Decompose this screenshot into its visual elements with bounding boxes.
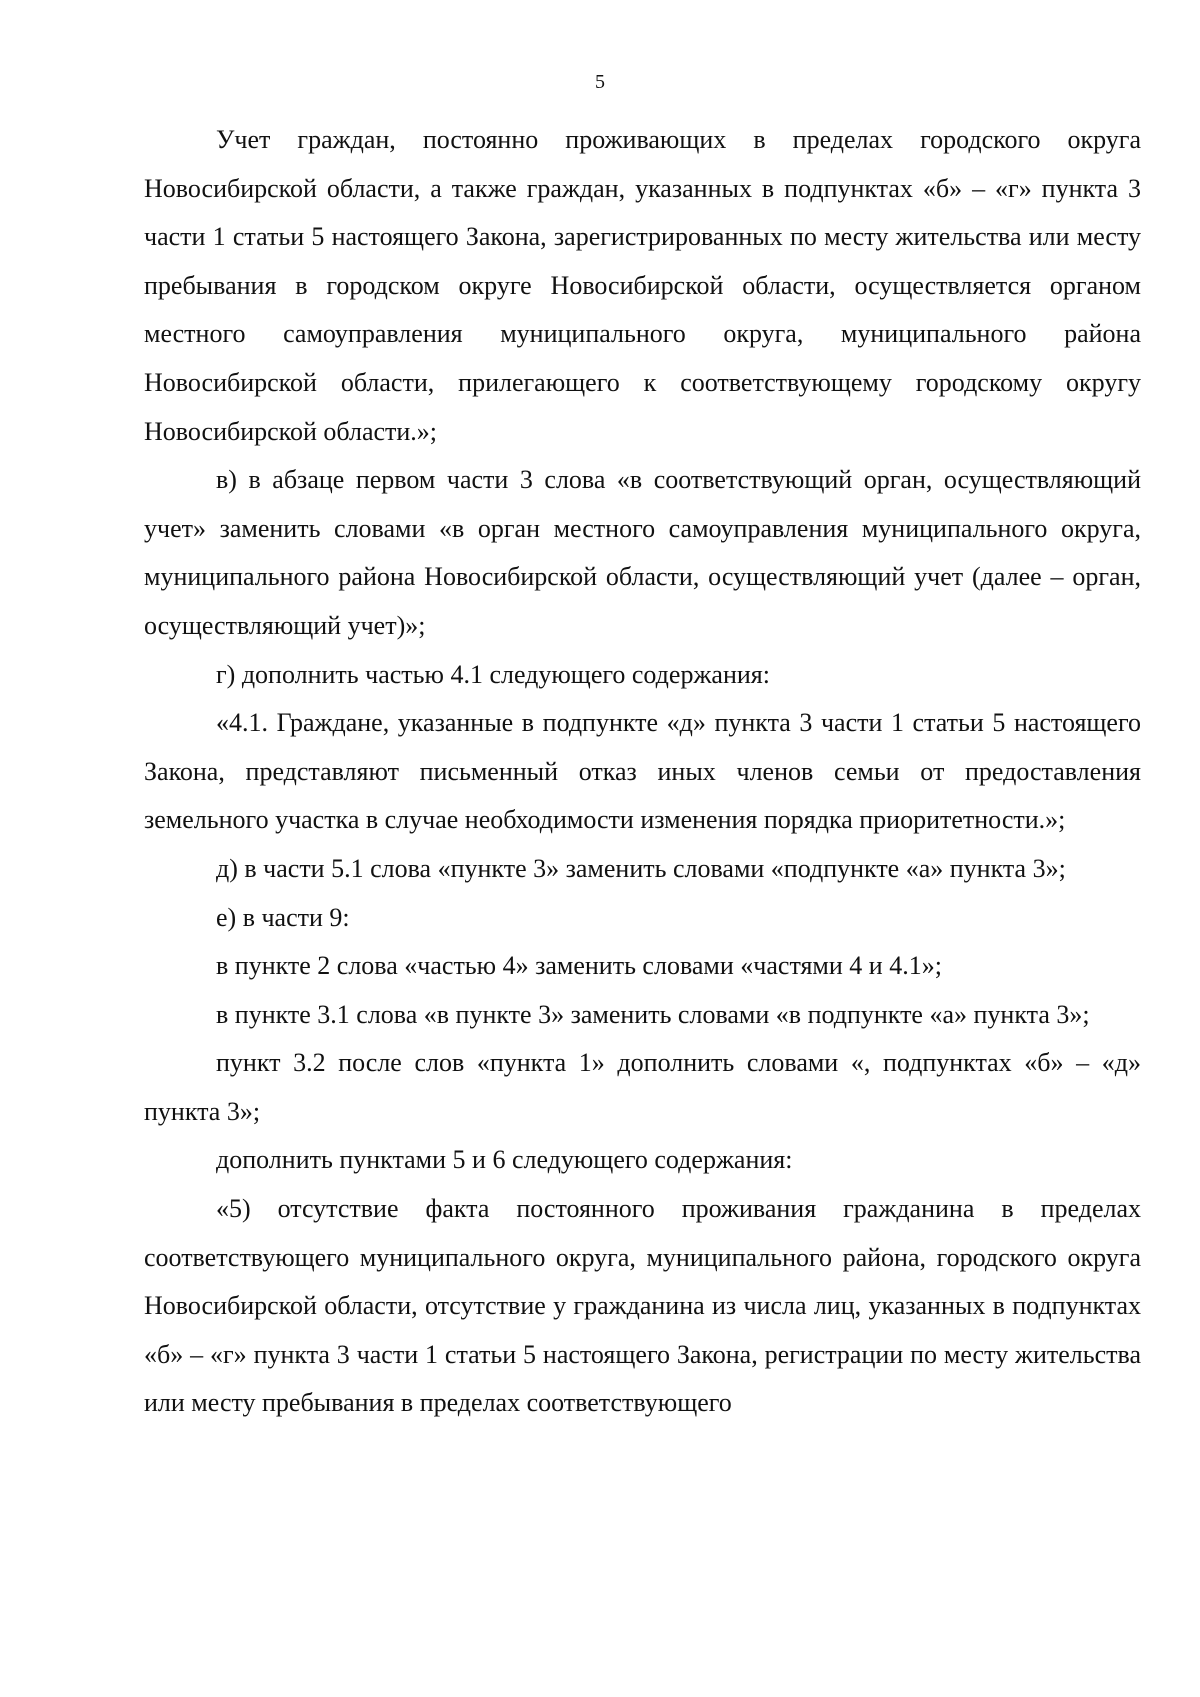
paragraph-6: е) в части 9: [216,902,350,932]
paragraph-11: «5) отсутствие факта постоянного проживания гражданина в пределах соответствующего муниципального округа, муниципального района, городского округа Новосибирской области, отсутствие у гражданина из числа лиц, указанных в подпунктах «б» – «г» пункта 3 части 1 статьи 5 настоящего Закона, регистрации по месту жительства или месту пребывания в пределах соответствующего [144,1194,1141,1418]
paragraph-1: Учет граждан, постоянно проживающих в пределах городского округа Новосибирской области, а также граждан, указанных в подпунктах «б» – «г» пункта 3 части 1 статьи 5 настоящего Закона, зарегистрированных по месту жительства или месту пребывания в городском округе Новосибирской области, осуществляется органом местного самоуправления муниципального округа, муниципального района Новосибирской области, прилегающего к соответствующему городскому округу Новосибирской области.»; [144,125,1141,446]
paragraph-3: г) дополнить частью 4.1 следующего содержания: [216,659,770,689]
page-number: 5 [595,71,605,93]
paragraph-2: в) в абзаце первом части 3 слова «в соответствующий орган, осуществляющий учет» заменить словами «в орган местного самоуправления муниципального округа, муниципального района Новосибирской области, осуществляющий учет (далее – орган, осуществляющий учет)»; [144,465,1141,640]
paragraph-8: в пункте 3.1 слова «в пункте 3» заменить словами «в подпункте «а» пункта 3»; [216,999,1090,1029]
paragraph-10: дополнить пунктами 5 и 6 следующего содержания: [216,1145,793,1175]
paragraph-7: в пункте 2 слова «частью 4» заменить словами «частями 4 и 4.1»; [216,951,942,981]
paragraph-4: «4.1. Граждане, указанные в подпункте «д» пункта 3 части 1 статьи 5 настоящего Закона, представляют письменный отказ иных членов семьи от предоставления земельного участка в случае необходимости изменения порядка приоритетности.»; [144,708,1141,835]
document-body [144,116,1141,1428]
paragraph-9: пункт 3.2 после слов «пункта 1» дополнить словами «, подпунктах «б» – «д» пункта 3»; [144,1048,1141,1126]
paragraph-5: д) в части 5.1 слова «пункте 3» заменить словами «подпункте «а» пункта 3»; [216,853,1066,883]
